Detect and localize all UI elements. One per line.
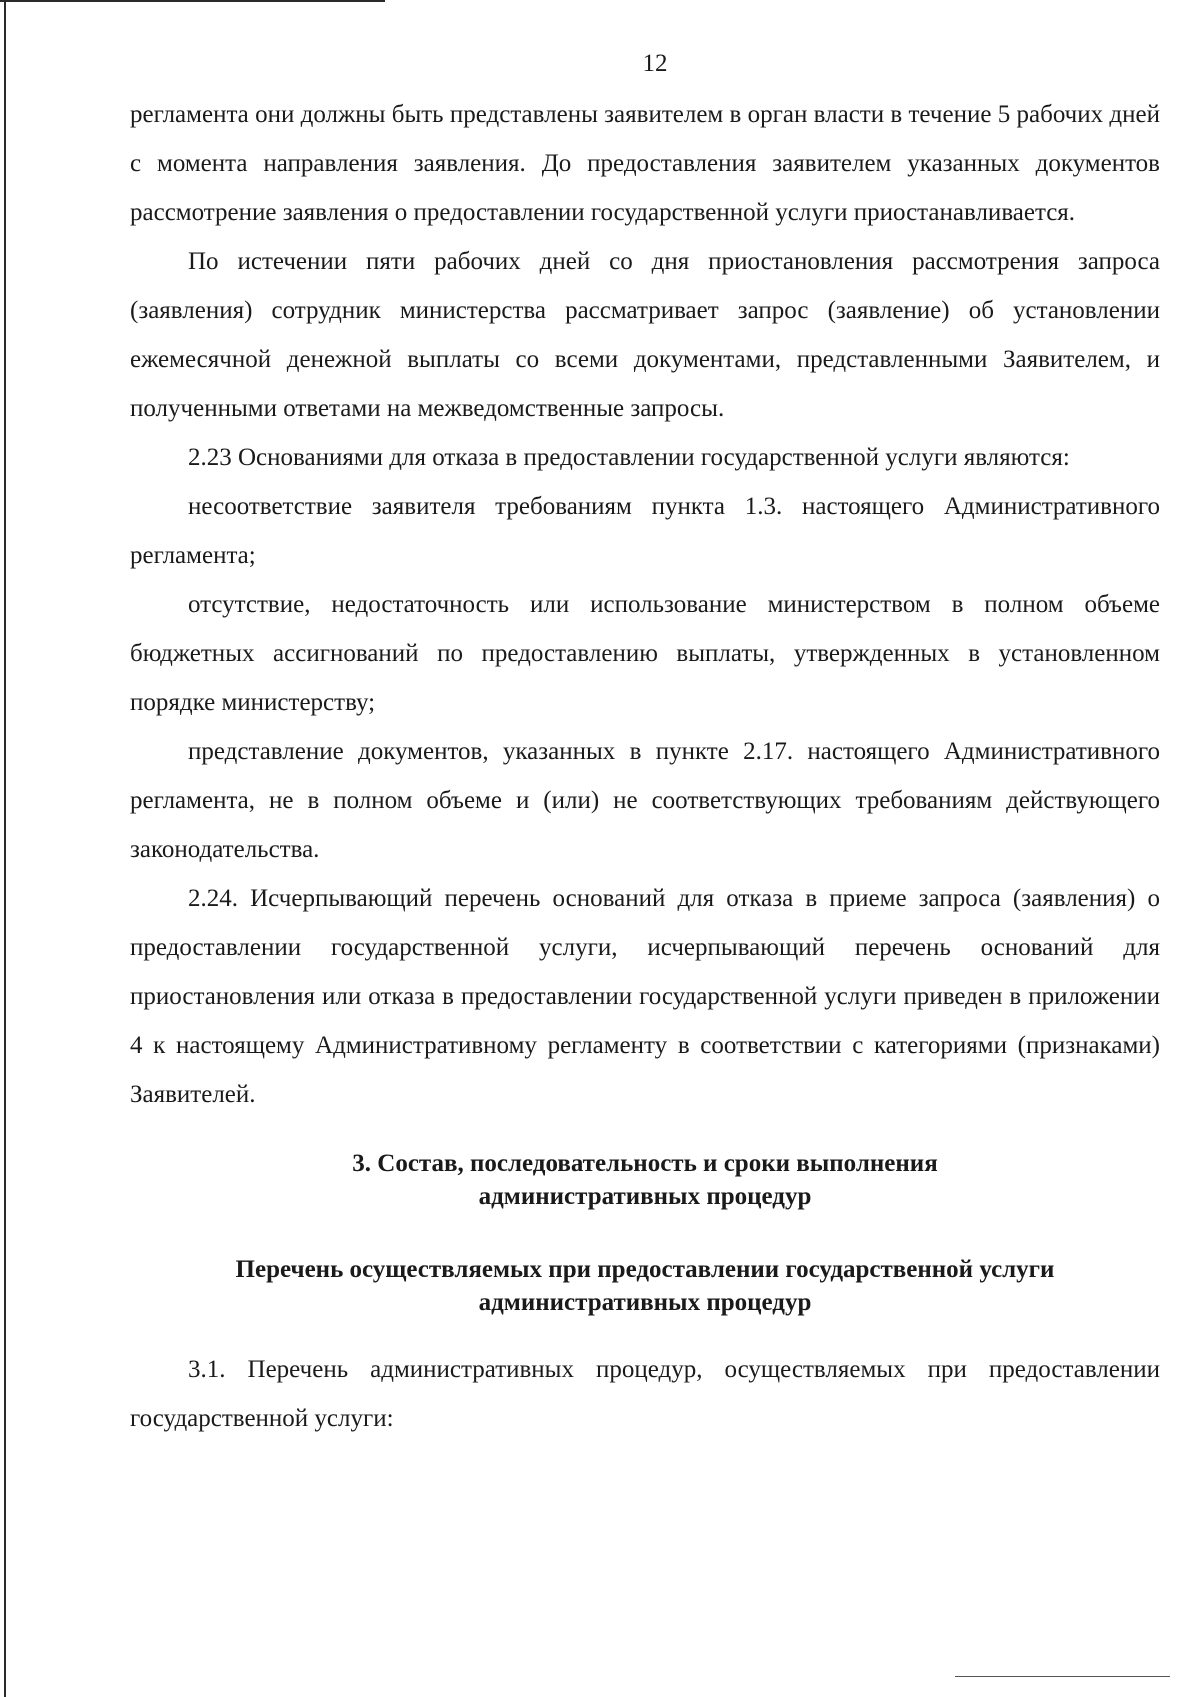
scan-edge-left	[4, 0, 6, 1697]
paragraph-2-24: 2.24. Исчерпывающий перечень оснований для отказа в приеме запроса (заявления) о предоставлении государственной услуги, исчерпывающий перечень оснований для приостановления или отказа в предоставлении государственной услуги приведен в приложении 4 к настоящему Административному регламенту в соответствии с категориями (признаками) Заявителей.	[130, 885, 1160, 1108]
section-heading-line-2: административных процедур	[478, 1183, 812, 1210]
refusal-ground-2: отсутствие, недостаточность или использование министерством в полном объеме бюджетных ассигнований по предоставлению выплаты, утвержденных в установленном порядке министерству;	[130, 591, 1160, 716]
paragraph-2-23: 2.23 Основаниями для отказа в предоставлении государственной услуги являются:	[188, 444, 1070, 471]
subsection-heading	[130, 1253, 1160, 1319]
section-heading	[130, 1147, 1160, 1213]
subsection-heading-line-2: административных процедур	[478, 1289, 812, 1316]
page-number: 12	[642, 50, 668, 77]
section-heading-line-1: 3. Состав, последовательность и сроки выполнения	[352, 1150, 938, 1177]
scan-edge-bottom	[955, 1676, 1170, 1677]
refusal-ground-1: несоответствие заявителя требованиям пункта 1.3. настоящего Административного регламента;	[130, 493, 1160, 569]
refusal-ground-3: представление документов, указанных в пункте 2.17. настоящего Административного регламента, не в полном объеме и (или) не соответствующих требованиям действующего законодательства.	[130, 738, 1160, 863]
document-page	[130, 50, 1160, 1443]
subsection-heading-line-1: Перечень осуществляемых при предоставлении государственной услуги	[235, 1256, 1055, 1283]
paragraph-continuation: регламента они должны быть представлены заявителем в орган власти в течение 5 рабочих дней с момента направления заявления. До предоставления заявителем указанных документов рассмотрение заявления о предоставлении государственной услуги приостанавливается.	[130, 101, 1160, 226]
paragraph-3-1: 3.1. Перечень административных процедур, осуществляемых при предоставлении государственной услуги:	[130, 1356, 1160, 1432]
scan-edge-top	[0, 0, 385, 2]
paragraph-suspension-review: По истечении пяти рабочих дней со дня приостановления рассмотрения запроса (заявления) сотрудник министерства рассматривает запрос (заявление) об установлении ежемесячной денежной выплаты со всеми документами, представленными Заявителем, и полученными ответами на межведомственные запросы.	[130, 248, 1160, 422]
